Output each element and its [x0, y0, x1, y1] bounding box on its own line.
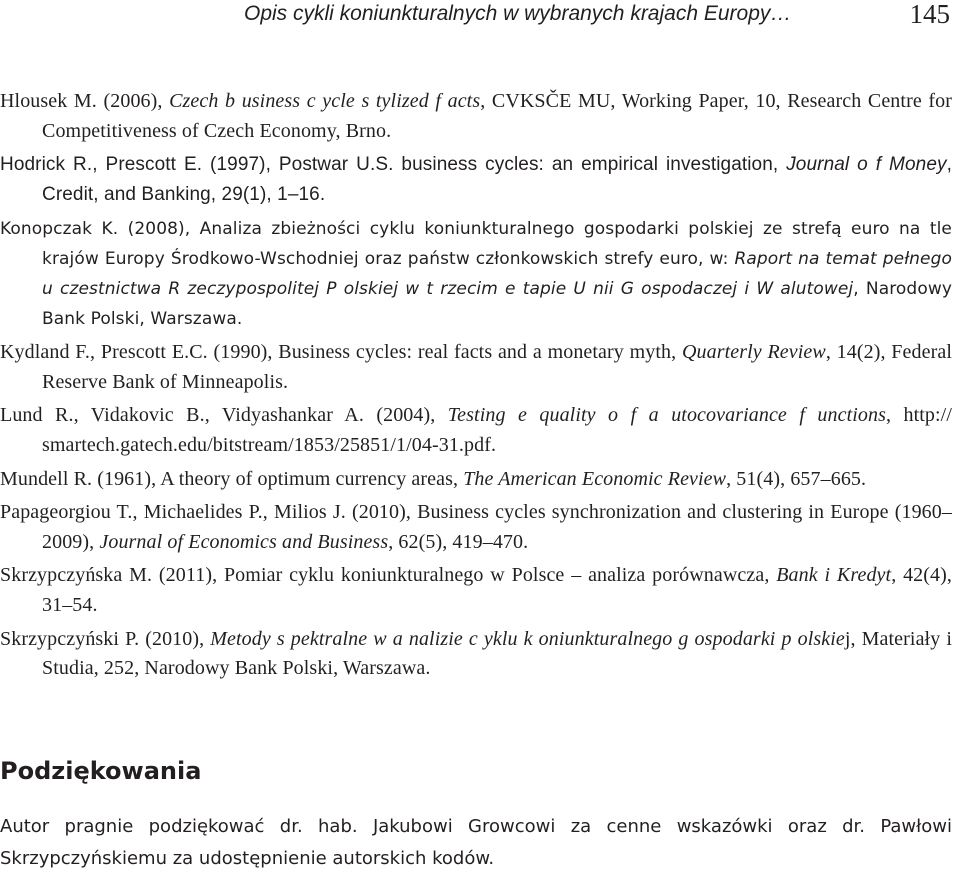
reference-item — [0, 465, 952, 495]
reference-rest: , Credit, and Banking, 29(1), 1–16. — [42, 154, 952, 206]
reference-title: Journal o f Money — [786, 154, 947, 176]
reference-rest: , 42(4), 31–54. — [42, 564, 952, 616]
reference-title: Metody s pektralne w a nalizie c yklu k oniunkturalnego g ospodarki p olskie — [210, 627, 845, 650]
reference-title: The American Economic Review — [463, 467, 727, 490]
reference-lead: Kydland F., Prescott E.C. (1990), Business cycles: real facts and a monetary myth, — [0, 341, 682, 364]
running-title: Opis cykli koniunkturalnych w wybranych krajach Europy… — [244, 2, 792, 25]
reference-title: Raport na temat pełnego u czestnictwa R zeczypospolitej P olskiej w t rzecim e tapie U nii G ospodaczej i W alutowej — [42, 249, 952, 300]
reference-title: Journal of Economics and Business — [99, 530, 389, 553]
reference-rest: , CVKSČE MU, Working Paper, 10, Research Centre for Competitiveness of Czech Economy, Brno. — [42, 90, 952, 142]
reference-lead: Hodrick R., Prescott E. (1997), Postwar U.S. business cycles: an empirical investigation, — [0, 154, 787, 176]
reference-item — [0, 498, 952, 557]
reference-item — [0, 561, 952, 620]
acknowledgements-section — [0, 753, 952, 875]
reference-lead: Skrzypczyński P. (2010), — [0, 627, 211, 650]
reference-title: Bank i Kredyt — [776, 564, 892, 587]
section-title: Podziękowania — [0, 757, 202, 785]
reference-rest: j, Materiały i Studia, 252, Narodowy Bank Polski, Warszawa. — [42, 627, 952, 680]
reference-rest: , 51(4), 657–665. — [726, 467, 867, 490]
reference-lead: Skrzypczyńska M. (2011), Pomiar cyklu koniunkturalnego w Polsce – analiza porównawcza, — [0, 564, 777, 587]
page-number: 145 — [909, 0, 950, 29]
page-header — [0, 0, 960, 40]
reference-rest: , 62(5), 419–470. — [388, 530, 529, 553]
reference-item — [0, 87, 952, 146]
references-list — [0, 87, 952, 688]
reference-rest: , Narodowy Bank Polski, Warszawa. — [42, 279, 952, 330]
reference-title: Czech b usiness c ycle s tylized f acts — [169, 90, 481, 112]
reference-title: Testing e quality o f a utocovariance f unctions — [447, 404, 886, 427]
reference-rest: , 14(2), Federal Reserve Bank of Minneapolis. — [42, 341, 952, 393]
reference-lead: Hlousek M. (2006), — [0, 90, 170, 112]
reference-item — [0, 214, 952, 334]
reference-item — [0, 625, 952, 684]
reference-lead: Lund R., Vidakovic B., Vidyashankar A. (2004), — [0, 404, 448, 427]
reference-item — [0, 338, 952, 397]
reference-lead: Papageorgiou T., Michaelides P., Milios J. (2010), Business cycles synchronization and clustering in Europe (1960–2009), — [0, 501, 952, 553]
reference-item — [0, 401, 952, 460]
acknowledgements-text: Autor pragnie podziękować dr. hab. Jakubowi Growcowi za cenne wskazówki oraz dr. Pawłowi Skrzypczyńskiemu za udostępnienie autorskich kodów. — [0, 816, 952, 869]
reference-lead: Konopczak K. (2008), Analiza zbieżności cyklu koniunkturalnego gospodarki polskiej ze strefą euro na tle krajów Europy Środkowo-Wschodniej oraz państw członkowskich strefy euro, w: — [0, 219, 952, 270]
reference-title: Quarterly Review — [681, 341, 826, 364]
reference-rest: , http:// smartech.gatech.edu/bitstream/1853/25851/1/04-31.pdf. — [42, 404, 952, 456]
reference-item — [0, 150, 952, 210]
reference-lead: Mundell R. (1961), A theory of optimum currency areas, — [0, 467, 464, 490]
